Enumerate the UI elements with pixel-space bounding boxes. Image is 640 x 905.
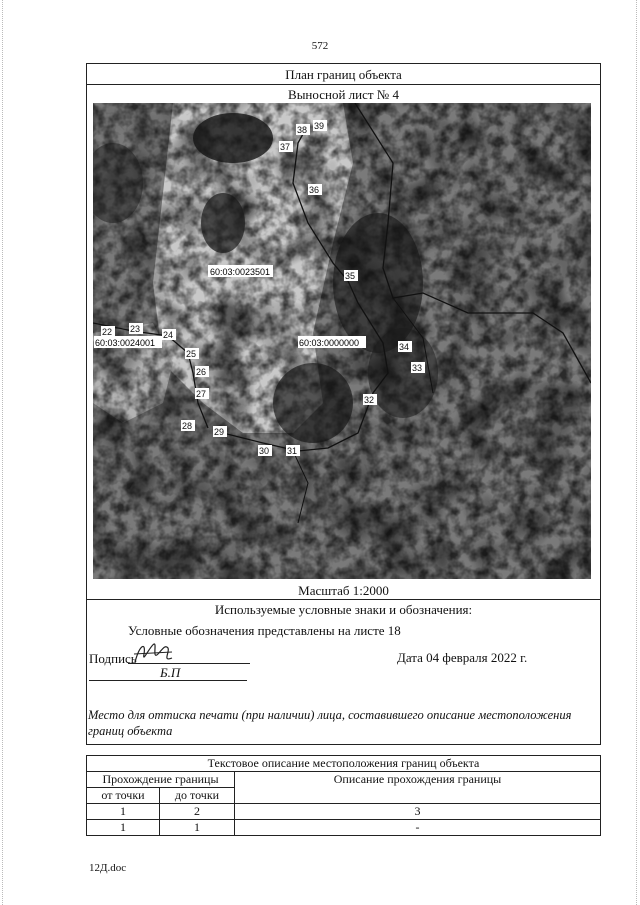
svg-text:38: 38 — [297, 125, 308, 135]
svg-text:35: 35 — [345, 271, 356, 281]
document-date: Дата 04 февраля 2022 г. — [397, 650, 528, 665]
point-label-26 — [195, 366, 209, 377]
legend-note: Условные обозначения представлены на листе 18 — [128, 623, 401, 638]
svg-text:31: 31 — [287, 446, 298, 456]
plan-title: План границ объекта — [285, 67, 402, 82]
stamp-note: Место для оттиска печати (при наличии) лица, составившего описание местоположения границ объекта — [88, 708, 572, 738]
scan-edge-right — [636, 0, 638, 905]
table-row — [87, 820, 601, 836]
point-label-29 — [213, 426, 227, 437]
svg-text:28: 28 — [182, 421, 193, 431]
svg-text:23: 23 — [130, 324, 141, 334]
svg-text:29: 29 — [214, 427, 225, 437]
map-scale: Масштаб 1:2000 — [298, 583, 389, 598]
table-cell-to: 1 — [160, 820, 235, 836]
table-row — [87, 804, 601, 820]
legend-title: Используемые условные знаки и обозначения: — [214, 602, 473, 617]
initials-line — [89, 680, 247, 681]
svg-text:37: 37 — [280, 142, 291, 152]
point-label-25 — [185, 348, 199, 359]
table-col-to: до точки — [160, 788, 235, 804]
table-cell-desc: 3 — [235, 804, 601, 820]
point-label-39 — [313, 120, 327, 131]
point-label-38 — [296, 124, 310, 135]
point-label-23 — [129, 323, 143, 334]
signature-line — [128, 663, 250, 664]
table-group-header: Прохождение границы — [87, 772, 235, 788]
aerial-map — [93, 103, 591, 579]
svg-text:26: 26 — [196, 367, 207, 377]
point-label-22 — [101, 326, 115, 337]
point-label-31 — [286, 445, 300, 456]
point-label-24 — [162, 329, 176, 340]
parcel-label: 60:03:0000000 — [299, 338, 360, 348]
point-label-30 — [258, 445, 272, 456]
scan-edge-left — [2, 0, 4, 905]
point-label-36 — [308, 184, 322, 195]
svg-text:34: 34 — [399, 342, 410, 352]
parcel-label: 60:03:0024001 — [95, 338, 156, 348]
table-title: Текстовое описание местоположения границ объекта — [87, 756, 601, 772]
signature-initials: Б.П — [160, 665, 181, 680]
point-label-35 — [344, 270, 358, 281]
point-label-34 — [398, 341, 412, 352]
point-label-27 — [195, 388, 209, 399]
svg-text:24: 24 — [163, 330, 174, 340]
table-cell-to: 2 — [160, 804, 235, 820]
table-col-from: от точки — [87, 788, 160, 804]
point-label-33 — [411, 362, 425, 373]
svg-text:33: 33 — [412, 363, 423, 373]
parcel-label: 60:03:0023501 — [210, 267, 271, 277]
table-cell-from: 1 — [87, 820, 160, 836]
svg-text:22: 22 — [102, 327, 113, 337]
divider — [86, 599, 601, 600]
svg-text:36: 36 — [309, 185, 320, 195]
svg-text:30: 30 — [259, 446, 270, 456]
svg-text:27: 27 — [196, 389, 207, 399]
signature-label: Подпись — [89, 651, 137, 666]
page-number: 572 — [311, 40, 329, 52]
table-cell-desc: - — [235, 820, 601, 836]
table-cell-from: 1 — [87, 804, 160, 820]
point-label-28 — [181, 420, 195, 431]
point-label-37 — [279, 141, 293, 152]
svg-text:32: 32 — [364, 395, 375, 405]
file-name: 12Д.doc — [89, 862, 127, 874]
point-label-32 — [363, 394, 377, 405]
table-col-description: Описание прохождения границы — [235, 772, 601, 804]
sheet-title: Выносной лист № 4 — [288, 87, 399, 102]
boundary-description-table — [86, 755, 601, 836]
svg-text:39: 39 — [314, 121, 325, 131]
svg-text:25: 25 — [186, 349, 197, 359]
divider — [86, 84, 601, 85]
